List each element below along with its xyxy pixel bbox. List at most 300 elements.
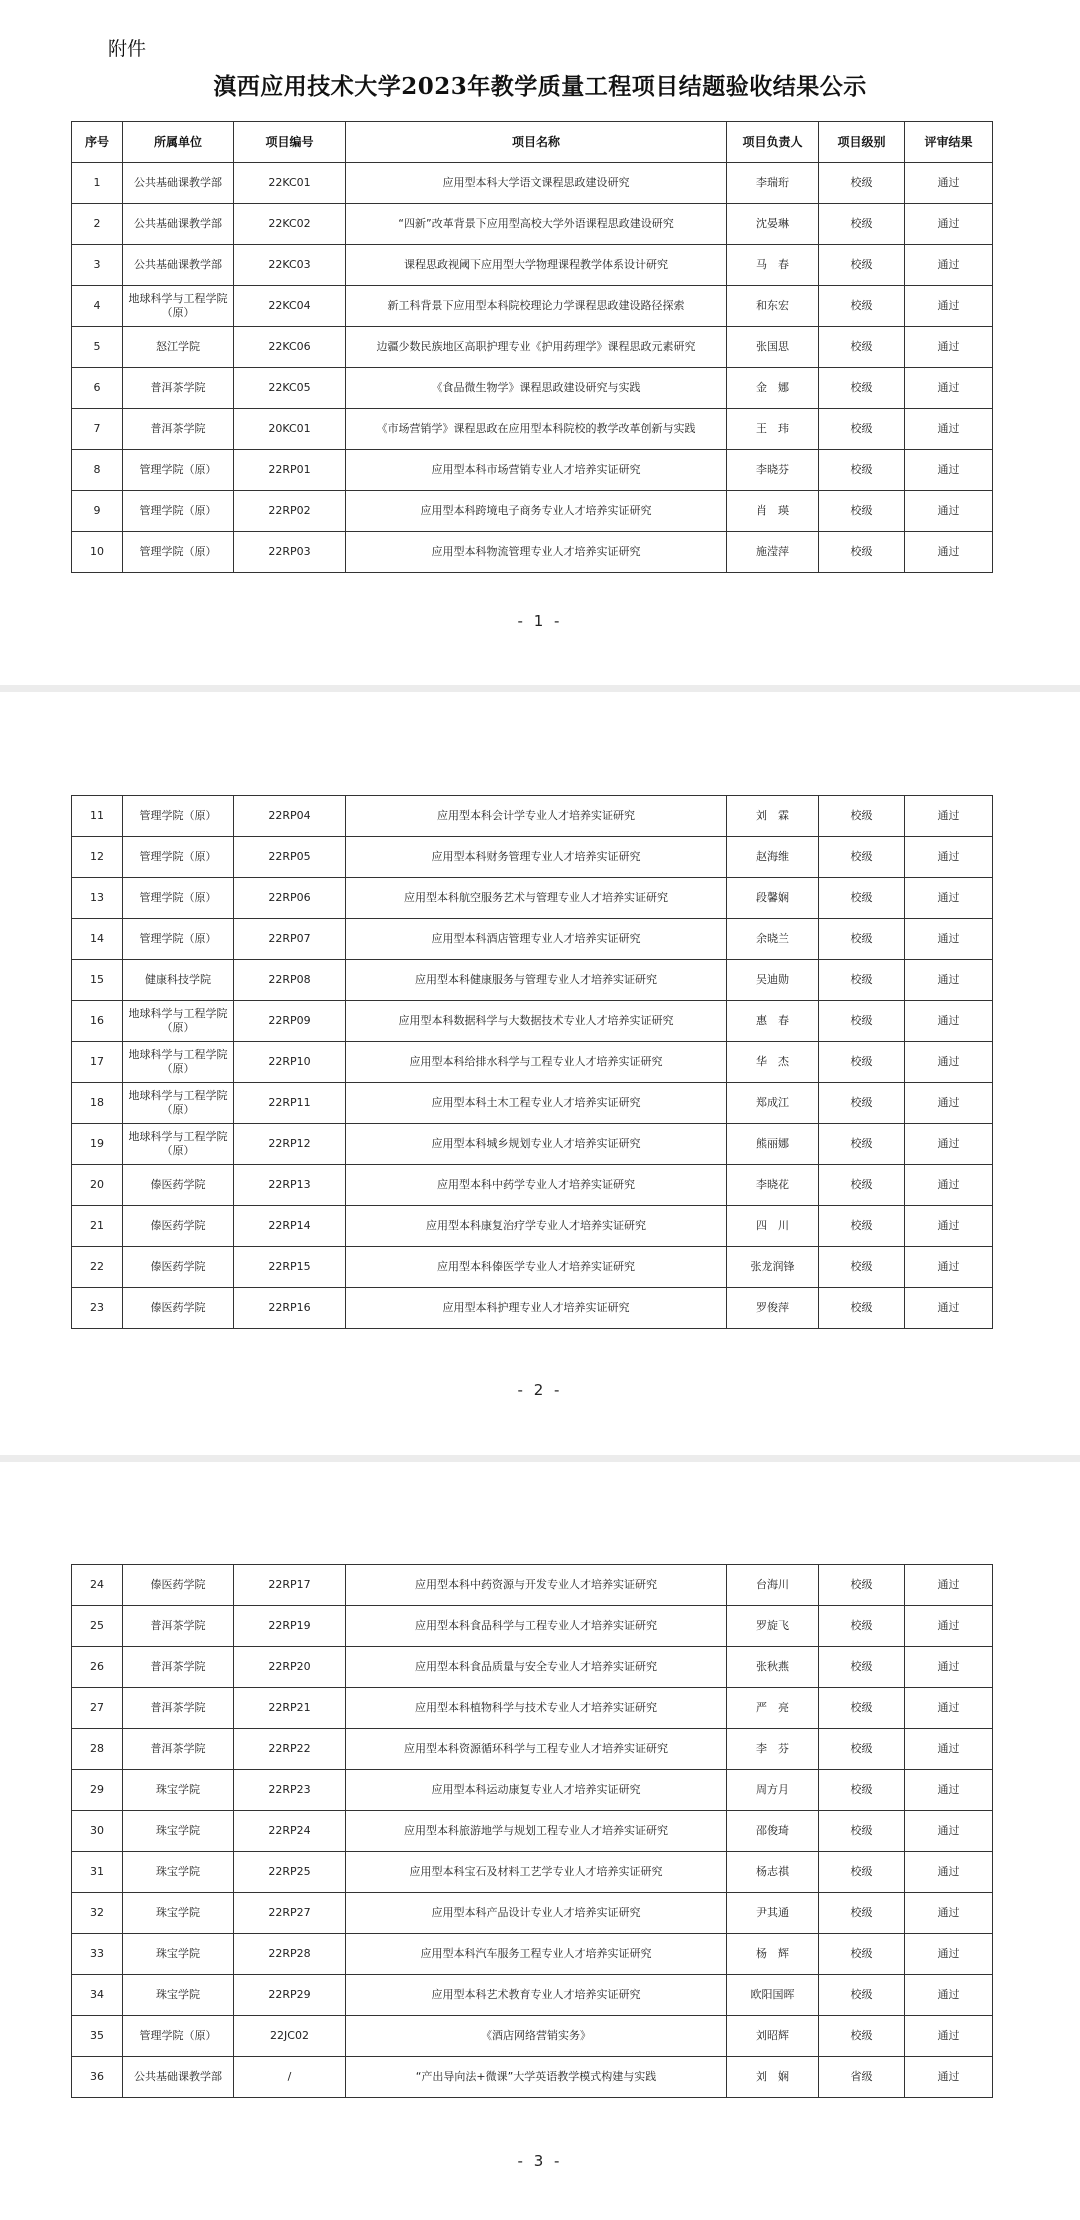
table-row <box>72 327 993 368</box>
result-cell: 通过 <box>905 1001 993 1042</box>
leader-cell: 罗旋飞 <box>727 1606 819 1647</box>
table-row <box>72 796 993 837</box>
leader-cell: 肖 瑛 <box>727 491 819 532</box>
project-name-cell: 应用型本科运动康复专业人才培养实证研究 <box>346 1770 727 1811</box>
seq-cell: 14 <box>72 919 123 960</box>
unit-cell: 珠宝学院 <box>123 1852 234 1893</box>
seq-cell: 16 <box>72 1001 123 1042</box>
seq-cell: 17 <box>72 1042 123 1083</box>
result-cell: 通过 <box>905 245 993 286</box>
level-cell: 校级 <box>819 1206 905 1247</box>
table-row <box>72 1124 993 1165</box>
leader-cell: 金 娜 <box>727 368 819 409</box>
code-cell: 22KC06 <box>234 327 346 368</box>
unit-cell: 珠宝学院 <box>123 1934 234 1975</box>
seq-cell: 11 <box>72 796 123 837</box>
project-name-cell: 《食品微生物学》课程思政建设研究与实践 <box>346 368 727 409</box>
result-cell: 通过 <box>905 1042 993 1083</box>
seq-cell: 24 <box>72 1565 123 1606</box>
leader-cell: 余晓兰 <box>727 919 819 960</box>
leader-cell: 惠 春 <box>727 1001 819 1042</box>
table-row <box>72 1811 993 1852</box>
table-row <box>72 286 993 327</box>
leader-cell: 张秋燕 <box>727 1647 819 1688</box>
project-name-cell: 应用型本科物流管理专业人才培养实证研究 <box>346 532 727 573</box>
seq-cell: 12 <box>72 837 123 878</box>
leader-cell: 吴迪勋 <box>727 960 819 1001</box>
result-cell: 通过 <box>905 1565 993 1606</box>
project-name-cell: “产出导向法+微课”大学英语教学模式构建与实践 <box>346 2057 727 2098</box>
project-name-cell: 课程思政视阈下应用型大学物理课程教学体系设计研究 <box>346 245 727 286</box>
leader-cell: 赵海维 <box>727 837 819 878</box>
project-name-cell: 《酒店网络营销实务》 <box>346 2016 727 2057</box>
code-cell: 22KC01 <box>234 163 346 204</box>
leader-cell: 张国思 <box>727 327 819 368</box>
project-name-cell: 应用型本科食品科学与工程专业人才培养实证研究 <box>346 1606 727 1647</box>
leader-cell: 四 川 <box>727 1206 819 1247</box>
seq-cell: 36 <box>72 2057 123 2098</box>
result-cell: 通过 <box>905 1729 993 1770</box>
unit-cell: 傣医药学院 <box>123 1206 234 1247</box>
level-cell: 校级 <box>819 1729 905 1770</box>
result-cell: 通过 <box>905 532 993 573</box>
leader-cell: 台海川 <box>727 1565 819 1606</box>
table-row <box>72 1893 993 1934</box>
seq-cell: 28 <box>72 1729 123 1770</box>
leader-cell: 段馨娴 <box>727 878 819 919</box>
table-row <box>72 450 993 491</box>
table-row <box>72 491 993 532</box>
leader-cell: 尹其通 <box>727 1893 819 1934</box>
seq-cell: 8 <box>72 450 123 491</box>
unit-cell: 管理学院（原） <box>123 2016 234 2057</box>
result-cell: 通过 <box>905 1770 993 1811</box>
code-cell: 22RP04 <box>234 796 346 837</box>
leader-cell: 欧阳国晖 <box>727 1975 819 2016</box>
project-name-cell: 应用型本科艺术教育专业人才培养实证研究 <box>346 1975 727 2016</box>
result-cell: 通过 <box>905 878 993 919</box>
result-cell: 通过 <box>905 960 993 1001</box>
table-row <box>72 204 993 245</box>
project-name-cell: 应用型本科中药资源与开发专业人才培养实证研究 <box>346 1565 727 1606</box>
table-row <box>72 2016 993 2057</box>
table-row <box>72 1206 993 1247</box>
level-cell: 校级 <box>819 1165 905 1206</box>
unit-cell: 公共基础课教学部 <box>123 2057 234 2098</box>
code-cell: 22RP10 <box>234 1042 346 1083</box>
result-cell: 通过 <box>905 1606 993 1647</box>
table-row <box>72 1729 993 1770</box>
code-cell: 22RP09 <box>234 1001 346 1042</box>
unit-cell: 珠宝学院 <box>123 1770 234 1811</box>
results-table-page-2 <box>71 795 993 1329</box>
results-table-page-3 <box>71 1564 993 2098</box>
leader-cell: 和东宏 <box>727 286 819 327</box>
result-cell: 通过 <box>905 1934 993 1975</box>
seq-cell: 33 <box>72 1934 123 1975</box>
seq-cell: 19 <box>72 1124 123 1165</box>
seq-cell: 29 <box>72 1770 123 1811</box>
unit-cell: 管理学院（原） <box>123 878 234 919</box>
level-cell: 校级 <box>819 1688 905 1729</box>
table-row <box>72 1770 993 1811</box>
result-cell: 通过 <box>905 796 993 837</box>
leader-cell: 刘昭辉 <box>727 2016 819 2057</box>
column-header: 项目级别 <box>819 122 905 163</box>
level-cell: 校级 <box>819 2016 905 2057</box>
level-cell: 校级 <box>819 1975 905 2016</box>
seq-cell: 18 <box>72 1083 123 1124</box>
leader-cell: 周方月 <box>727 1770 819 1811</box>
project-name-cell: 应用型本科跨境电子商务专业人才培养实证研究 <box>346 491 727 532</box>
level-cell: 校级 <box>819 796 905 837</box>
table-row <box>72 409 993 450</box>
table-header-row <box>72 122 993 163</box>
seq-cell: 35 <box>72 2016 123 2057</box>
result-cell: 通过 <box>905 1083 993 1124</box>
page-separator <box>0 1455 1080 1462</box>
seq-cell: 32 <box>72 1893 123 1934</box>
code-cell: 22RP07 <box>234 919 346 960</box>
leader-cell: 杨 辉 <box>727 1934 819 1975</box>
leader-cell: 李晓芬 <box>727 450 819 491</box>
code-cell: 22RP19 <box>234 1606 346 1647</box>
level-cell: 校级 <box>819 1811 905 1852</box>
seq-cell: 15 <box>72 960 123 1001</box>
code-cell: 22RP13 <box>234 1165 346 1206</box>
result-cell: 通过 <box>905 2016 993 2057</box>
leader-cell: 沈晏琳 <box>727 204 819 245</box>
table-row <box>72 1247 993 1288</box>
seq-cell: 31 <box>72 1852 123 1893</box>
level-cell: 校级 <box>819 286 905 327</box>
unit-cell: 管理学院（原） <box>123 796 234 837</box>
project-name-cell: 应用型本科康复治疗学专业人才培养实证研究 <box>346 1206 727 1247</box>
level-cell: 校级 <box>819 960 905 1001</box>
level-cell: 校级 <box>819 532 905 573</box>
code-cell: 22RP05 <box>234 837 346 878</box>
level-cell: 校级 <box>819 327 905 368</box>
level-cell: 校级 <box>819 837 905 878</box>
level-cell: 校级 <box>819 1247 905 1288</box>
leader-cell: 罗俊萍 <box>727 1288 819 1329</box>
table-row <box>72 2057 993 2098</box>
page-separator <box>0 685 1080 692</box>
table-row <box>72 1647 993 1688</box>
project-name-cell: 边疆少数民族地区高职护理专业《护用药理学》课程思政元素研究 <box>346 327 727 368</box>
unit-cell: 管理学院（原） <box>123 919 234 960</box>
unit-cell: 珠宝学院 <box>123 1975 234 2016</box>
column-header: 项目负责人 <box>727 122 819 163</box>
level-cell: 校级 <box>819 1606 905 1647</box>
level-cell: 校级 <box>819 1934 905 1975</box>
code-cell: 22RP08 <box>234 960 346 1001</box>
seq-cell: 26 <box>72 1647 123 1688</box>
leader-cell: 施滢萍 <box>727 532 819 573</box>
leader-cell: 李瑞珩 <box>727 163 819 204</box>
leader-cell: 李晓花 <box>727 1165 819 1206</box>
level-cell: 校级 <box>819 1042 905 1083</box>
result-cell: 通过 <box>905 1852 993 1893</box>
result-cell: 通过 <box>905 1288 993 1329</box>
unit-cell: 健康科技学院 <box>123 960 234 1001</box>
code-cell: 22KC02 <box>234 204 346 245</box>
level-cell: 校级 <box>819 1893 905 1934</box>
level-cell: 校级 <box>819 1770 905 1811</box>
code-cell: 22RP02 <box>234 491 346 532</box>
page-number: - 3 - <box>517 2152 563 2170</box>
column-header: 所属单位 <box>123 122 234 163</box>
leader-cell: 刘 娴 <box>727 2057 819 2098</box>
table-row <box>72 368 993 409</box>
code-cell: 22RP21 <box>234 1688 346 1729</box>
leader-cell: 李 芬 <box>727 1729 819 1770</box>
unit-cell: 怒江学院 <box>123 327 234 368</box>
project-name-cell: “四新”改革背景下应用型高校大学外语课程思政建设研究 <box>346 204 727 245</box>
seq-cell: 13 <box>72 878 123 919</box>
unit-cell: 傣医药学院 <box>123 1165 234 1206</box>
seq-cell: 9 <box>72 491 123 532</box>
column-header: 评审结果 <box>905 122 993 163</box>
result-cell: 通过 <box>905 1688 993 1729</box>
level-cell: 校级 <box>819 919 905 960</box>
result-cell: 通过 <box>905 163 993 204</box>
result-cell: 通过 <box>905 204 993 245</box>
table-row <box>72 1288 993 1329</box>
code-cell: / <box>234 2057 346 2098</box>
level-cell: 校级 <box>819 1852 905 1893</box>
table-row <box>72 1688 993 1729</box>
table-row <box>72 878 993 919</box>
leader-cell: 邵俊琦 <box>727 1811 819 1852</box>
project-name-cell: 应用型本科城乡规划专业人才培养实证研究 <box>346 1124 727 1165</box>
code-cell: 22RP14 <box>234 1206 346 1247</box>
column-header: 项目编号 <box>234 122 346 163</box>
project-name-cell: 应用型本科给排水科学与工程专业人才培养实证研究 <box>346 1042 727 1083</box>
seq-cell: 2 <box>72 204 123 245</box>
unit-cell: 地球科学与工程学院（原） <box>123 1042 234 1083</box>
level-cell: 校级 <box>819 409 905 450</box>
seq-cell: 3 <box>72 245 123 286</box>
code-cell: 22RP12 <box>234 1124 346 1165</box>
result-cell: 通过 <box>905 1247 993 1288</box>
unit-cell: 普洱茶学院 <box>123 1729 234 1770</box>
project-name-cell: 应用型本科宝石及材料工艺学专业人才培养实证研究 <box>346 1852 727 1893</box>
result-cell: 通过 <box>905 286 993 327</box>
leader-cell: 华 杰 <box>727 1042 819 1083</box>
attachment-label: 附件 <box>108 38 147 60</box>
level-cell: 校级 <box>819 163 905 204</box>
leader-cell: 马 春 <box>727 245 819 286</box>
project-name-cell: 应用型本科财务管理专业人才培养实证研究 <box>346 837 727 878</box>
table-row <box>72 960 993 1001</box>
code-cell: 22RP03 <box>234 532 346 573</box>
code-cell: 22RP20 <box>234 1647 346 1688</box>
project-name-cell: 新工科背景下应用型本科院校理论力学课程思政建设路径探索 <box>346 286 727 327</box>
seq-cell: 23 <box>72 1288 123 1329</box>
project-name-cell: 应用型本科护理专业人才培养实证研究 <box>346 1288 727 1329</box>
code-cell: 22KC05 <box>234 368 346 409</box>
table-row <box>72 245 993 286</box>
level-cell: 校级 <box>819 204 905 245</box>
unit-cell: 管理学院（原） <box>123 532 234 573</box>
code-cell: 20KC01 <box>234 409 346 450</box>
result-cell: 通过 <box>905 368 993 409</box>
seq-cell: 22 <box>72 1247 123 1288</box>
leader-cell: 郑成江 <box>727 1083 819 1124</box>
results-table-page-1 <box>71 121 993 573</box>
unit-cell: 地球科学与工程学院（原） <box>123 1124 234 1165</box>
level-cell: 校级 <box>819 1647 905 1688</box>
result-cell: 通过 <box>905 491 993 532</box>
code-cell: 22RP29 <box>234 1975 346 2016</box>
project-name-cell: 应用型本科会计学专业人才培养实证研究 <box>346 796 727 837</box>
page-number: - 1 - <box>517 612 563 630</box>
table-row <box>72 1565 993 1606</box>
result-cell: 通过 <box>905 409 993 450</box>
unit-cell: 傣医药学院 <box>123 1247 234 1288</box>
project-name-cell: 应用型本科中药学专业人才培养实证研究 <box>346 1165 727 1206</box>
result-cell: 通过 <box>905 1893 993 1934</box>
project-name-cell: 应用型本科土木工程专业人才培养实证研究 <box>346 1083 727 1124</box>
result-cell: 通过 <box>905 919 993 960</box>
result-cell: 通过 <box>905 1124 993 1165</box>
table-row <box>72 1606 993 1647</box>
leader-cell: 严 亮 <box>727 1688 819 1729</box>
table-row <box>72 1975 993 2016</box>
code-cell: 22RP28 <box>234 1934 346 1975</box>
table-row <box>72 837 993 878</box>
seq-cell: 1 <box>72 163 123 204</box>
unit-cell: 珠宝学院 <box>123 1811 234 1852</box>
seq-cell: 5 <box>72 327 123 368</box>
leader-cell: 张龙润锋 <box>727 1247 819 1288</box>
level-cell: 省级 <box>819 2057 905 2098</box>
project-name-cell: 应用型本科食品质量与安全专业人才培养实证研究 <box>346 1647 727 1688</box>
unit-cell: 地球科学与工程学院（原） <box>123 1083 234 1124</box>
unit-cell: 公共基础课教学部 <box>123 204 234 245</box>
seq-cell: 6 <box>72 368 123 409</box>
unit-cell: 普洱茶学院 <box>123 409 234 450</box>
level-cell: 校级 <box>819 1565 905 1606</box>
code-cell: 22JC02 <box>234 2016 346 2057</box>
code-cell: 22RP06 <box>234 878 346 919</box>
unit-cell: 普洱茶学院 <box>123 1647 234 1688</box>
code-cell: 22RP27 <box>234 1893 346 1934</box>
result-cell: 通过 <box>905 450 993 491</box>
table-row <box>72 1934 993 1975</box>
result-cell: 通过 <box>905 1811 993 1852</box>
table-row <box>72 1165 993 1206</box>
code-cell: 22RP01 <box>234 450 346 491</box>
seq-cell: 10 <box>72 532 123 573</box>
code-cell: 22RP16 <box>234 1288 346 1329</box>
result-cell: 通过 <box>905 1975 993 2016</box>
leader-cell: 熊丽娜 <box>727 1124 819 1165</box>
project-name-cell: 应用型本科植物科学与技术专业人才培养实证研究 <box>346 1688 727 1729</box>
project-name-cell: 应用型本科傣医学专业人才培养实证研究 <box>346 1247 727 1288</box>
unit-cell: 公共基础课教学部 <box>123 163 234 204</box>
result-cell: 通过 <box>905 2057 993 2098</box>
unit-cell: 普洱茶学院 <box>123 368 234 409</box>
code-cell: 22KC03 <box>234 245 346 286</box>
seq-cell: 4 <box>72 286 123 327</box>
code-cell: 22RP15 <box>234 1247 346 1288</box>
seq-cell: 20 <box>72 1165 123 1206</box>
project-name-cell: 应用型本科健康服务与管理专业人才培养实证研究 <box>346 960 727 1001</box>
level-cell: 校级 <box>819 878 905 919</box>
leader-cell: 王 玮 <box>727 409 819 450</box>
project-name-cell: 应用型本科汽车服务工程专业人才培养实证研究 <box>346 1934 727 1975</box>
column-header: 序号 <box>72 122 123 163</box>
project-name-cell: 应用型本科酒店管理专业人才培养实证研究 <box>346 919 727 960</box>
level-cell: 校级 <box>819 491 905 532</box>
unit-cell: 普洱茶学院 <box>123 1606 234 1647</box>
seq-cell: 7 <box>72 409 123 450</box>
code-cell: 22RP23 <box>234 1770 346 1811</box>
level-cell: 校级 <box>819 1124 905 1165</box>
table-row <box>72 919 993 960</box>
level-cell: 校级 <box>819 368 905 409</box>
table-row <box>72 1083 993 1124</box>
unit-cell: 傣医药学院 <box>123 1288 234 1329</box>
leader-cell: 杨志祺 <box>727 1852 819 1893</box>
seq-cell: 34 <box>72 1975 123 2016</box>
project-name-cell: 应用型本科数据科学与大数据技术专业人才培养实证研究 <box>346 1001 727 1042</box>
result-cell: 通过 <box>905 1647 993 1688</box>
project-name-cell: 应用型本科旅游地学与规划工程专业人才培养实证研究 <box>346 1811 727 1852</box>
table-row <box>72 1852 993 1893</box>
unit-cell: 普洱茶学院 <box>123 1688 234 1729</box>
document-title: 滇西应用技术大学2023年教学质量工程项目结题验收结果公示 <box>213 73 867 100</box>
table-row <box>72 1001 993 1042</box>
unit-cell: 傣医药学院 <box>123 1565 234 1606</box>
result-cell: 通过 <box>905 1165 993 1206</box>
unit-cell: 管理学院（原） <box>123 450 234 491</box>
level-cell: 校级 <box>819 1083 905 1124</box>
result-cell: 通过 <box>905 837 993 878</box>
unit-cell: 公共基础课教学部 <box>123 245 234 286</box>
table-row <box>72 532 993 573</box>
project-name-cell: 应用型本科产品设计专业人才培养实证研究 <box>346 1893 727 1934</box>
unit-cell: 管理学院（原） <box>123 837 234 878</box>
column-header: 项目名称 <box>346 122 727 163</box>
project-name-cell: 《市场营销学》课程思政在应用型本科院校的教学改革创新与实践 <box>346 409 727 450</box>
code-cell: 22RP17 <box>234 1565 346 1606</box>
page-number: - 2 - <box>517 1381 563 1399</box>
seq-cell: 25 <box>72 1606 123 1647</box>
seq-cell: 27 <box>72 1688 123 1729</box>
result-cell: 通过 <box>905 1206 993 1247</box>
code-cell: 22RP25 <box>234 1852 346 1893</box>
level-cell: 校级 <box>819 450 905 491</box>
level-cell: 校级 <box>819 1288 905 1329</box>
seq-cell: 21 <box>72 1206 123 1247</box>
code-cell: 22RP22 <box>234 1729 346 1770</box>
table-row <box>72 1042 993 1083</box>
code-cell: 22KC04 <box>234 286 346 327</box>
table-row <box>72 163 993 204</box>
unit-cell: 管理学院（原） <box>123 491 234 532</box>
code-cell: 22RP11 <box>234 1083 346 1124</box>
project-name-cell: 应用型本科大学语文课程思政建设研究 <box>346 163 727 204</box>
unit-cell: 地球科学与工程学院（原） <box>123 1001 234 1042</box>
unit-cell: 珠宝学院 <box>123 1893 234 1934</box>
code-cell: 22RP24 <box>234 1811 346 1852</box>
leader-cell: 刘 霖 <box>727 796 819 837</box>
project-name-cell: 应用型本科市场营销专业人才培养实证研究 <box>346 450 727 491</box>
project-name-cell: 应用型本科航空服务艺术与管理专业人才培养实证研究 <box>346 878 727 919</box>
